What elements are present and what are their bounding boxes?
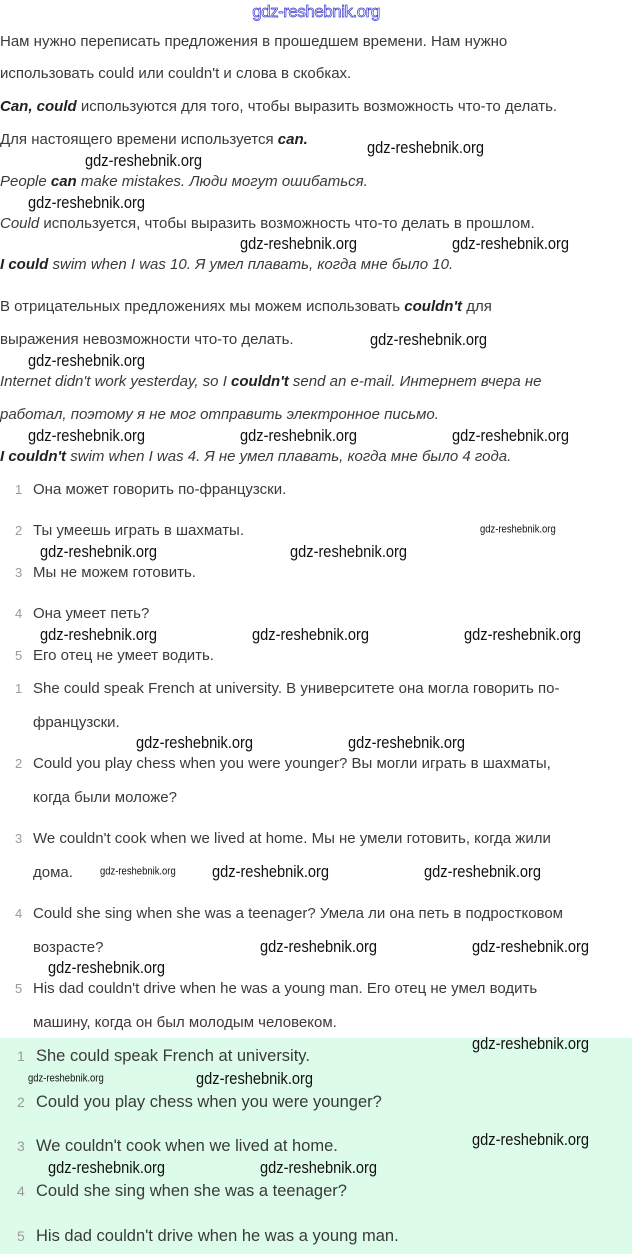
translation-line: французски.: [33, 713, 120, 731]
text-segment: для: [462, 298, 492, 315]
watermark-text: gdz-reshebnik.org: [240, 234, 358, 253]
item-number: 2: [15, 523, 23, 538]
answer-sentence: Could you play chess when you were younger?: [36, 1093, 382, 1111]
item-number: 4: [15, 606, 23, 621]
watermark-text: gdz-reshebnik.org: [472, 1034, 590, 1053]
answer-number: 2: [17, 1094, 25, 1110]
text-segment: I could: [0, 256, 49, 273]
text-segment: Could: [0, 215, 40, 232]
answer-number: 1: [17, 1048, 25, 1064]
translation-line: дома.: [33, 863, 73, 881]
watermark-text: gdz-reshebnik.org: [136, 733, 254, 752]
translation-line: Could you play chess when you were younger? Вы могли играть в шахматы,: [33, 755, 551, 772]
text-segment: используются для того, чтобы выразить возможность что-то делать.: [76, 98, 558, 115]
translation-line: машину, когда он был молодым человеком.: [33, 1013, 337, 1031]
translation-line: We couldn't cook when we lived at home. Мы не умели готовить, когда жили: [33, 830, 551, 847]
answer-number: 5: [17, 1228, 25, 1244]
text-segment: выражения невозможности что-то делать.: [0, 331, 294, 348]
watermark-text: gdz-reshebnik.org: [28, 351, 146, 370]
watermark-text: gdz-reshebnik.org: [28, 426, 146, 445]
translation-line: когда были моложе?: [33, 788, 177, 806]
watermark-text: gdz-reshebnik.org: [40, 625, 158, 644]
watermark-text: gdz-reshebnik.org: [472, 1130, 590, 1149]
text-segment: swim when I was 10. Я умел плавать, когда мне было 10.: [48, 256, 454, 273]
task-sentence: Его отец не умеет водить.: [33, 647, 214, 664]
item-number: 5: [15, 648, 23, 663]
text-segment: Для настоящего времени используется: [0, 131, 278, 148]
watermark-text: gdz-reshebnik.org: [40, 542, 158, 561]
intro-line: [0, 172, 368, 192]
text-segment: can.: [277, 131, 308, 148]
answer-sentence: His dad couldn't drive when he was a young man.: [36, 1227, 399, 1245]
watermark-text: gdz-reshebnik.org: [240, 426, 358, 445]
watermark-text: gdz-reshebnik.org: [212, 862, 330, 881]
intro-line: [0, 447, 511, 467]
watermark-text: gdz-reshebnik.org: [100, 865, 176, 878]
watermark-text: gdz-reshebnik.org: [196, 1069, 314, 1088]
item-number: 4: [15, 906, 23, 921]
translation-line: возрасте?: [33, 938, 104, 956]
answer-number: 4: [17, 1183, 25, 1199]
item-number: 1: [15, 681, 23, 696]
translation-line: His dad couldn't drive when he was a young man. Его отец не умел водить: [33, 980, 538, 997]
watermark-text: gdz-reshebnik.org: [260, 1158, 378, 1177]
item-number: 1: [15, 482, 23, 497]
answer-sentence: She could speak French at university.: [36, 1047, 310, 1065]
site-header-watermark: gdz-reshebnik.org: [252, 2, 380, 21]
watermark-text: gdz-reshebnik.org: [367, 138, 485, 157]
watermark-text: gdz-reshebnik.org: [28, 193, 146, 212]
translation-line: She could speak French at university. В университете она могла говорить по-: [33, 680, 560, 697]
watermark-text: gdz-reshebnik.org: [252, 625, 370, 644]
watermark-text: gdz-reshebnik.org: [464, 625, 582, 644]
answer-sentence: Could she sing when she was a teenager?: [36, 1182, 347, 1200]
text-segment: В отрицательных предложениях мы можем использовать: [0, 298, 405, 315]
intro-line: [0, 372, 541, 392]
task-sentence: Она может говорить по-французски.: [33, 481, 287, 498]
task-sentence: Мы не можем готовить.: [33, 564, 196, 581]
watermark-text: gdz-reshebnik.org: [348, 733, 466, 752]
task-sentence: Ты умеешь играть в шахматы.: [33, 522, 245, 539]
text-segment: Internet didn't work yesterday, so I: [0, 373, 232, 390]
watermark-text: gdz-reshebnik.org: [424, 862, 542, 881]
text-segment: People: [0, 173, 51, 190]
translation-line: Could she sing when she was a teenager? Умела ли она петь в подростковом: [33, 905, 563, 922]
watermark-text: gdz-reshebnik.org: [480, 523, 556, 536]
watermark-text: gdz-reshebnik.org: [28, 1072, 104, 1085]
watermark-text: gdz-reshebnik.org: [452, 234, 570, 253]
text-segment: couldn't: [404, 298, 463, 315]
item-number: 2: [15, 756, 23, 771]
answer-number: 3: [17, 1138, 25, 1154]
text-segment: can: [50, 173, 77, 190]
watermark-text: gdz-reshebnik.org: [290, 542, 408, 561]
text-segment: couldn't: [231, 373, 289, 390]
item-number: 3: [15, 565, 23, 580]
intro-line: [0, 405, 439, 425]
watermark-text: gdz-reshebnik.org: [48, 1158, 166, 1177]
text-segment: работал, поэтому я не мог отправить электронное письмо.: [0, 406, 439, 423]
text-segment: make mistakes. Люди могут ошибаться.: [76, 173, 368, 190]
intro-line: [0, 130, 308, 150]
watermark-text: gdz-reshebnik.org: [452, 426, 570, 445]
intro-line: [0, 297, 492, 317]
task-sentence: Она умеет петь?: [33, 605, 150, 622]
text-segment: send an e-mail. Интернет вчера не: [288, 373, 542, 390]
intro-line: [0, 214, 535, 234]
text-segment: Нам нужно переписать предложения в прошедшем времени. Нам нужно: [0, 33, 508, 50]
text-segment: используется, чтобы выразить возможность что-то делать в прошлом.: [39, 215, 535, 232]
intro-line: [0, 255, 453, 275]
text-segment: I couldn't: [0, 448, 67, 465]
watermark-text: gdz-reshebnik.org: [260, 937, 378, 956]
watermark-text: gdz-reshebnik.org: [472, 937, 590, 956]
text-segment: Can, could: [0, 98, 77, 115]
item-number: 3: [15, 831, 23, 846]
intro-line: [0, 64, 351, 84]
watermark-text: gdz-reshebnik.org: [370, 330, 488, 349]
intro-line: [0, 330, 294, 350]
text-segment: использовать could или couldn't и слова в скобках.: [0, 65, 352, 82]
watermark-text: gdz-reshebnik.org: [85, 151, 203, 170]
watermark-text: gdz-reshebnik.org: [48, 958, 166, 977]
intro-line: [0, 32, 507, 52]
intro-line: [0, 97, 557, 117]
item-number: 5: [15, 981, 23, 996]
answer-sentence: We couldn't cook when we lived at home.: [36, 1137, 338, 1155]
text-segment: swim when I was 4. Я не умел плавать, когда мне было 4 года.: [66, 448, 512, 465]
